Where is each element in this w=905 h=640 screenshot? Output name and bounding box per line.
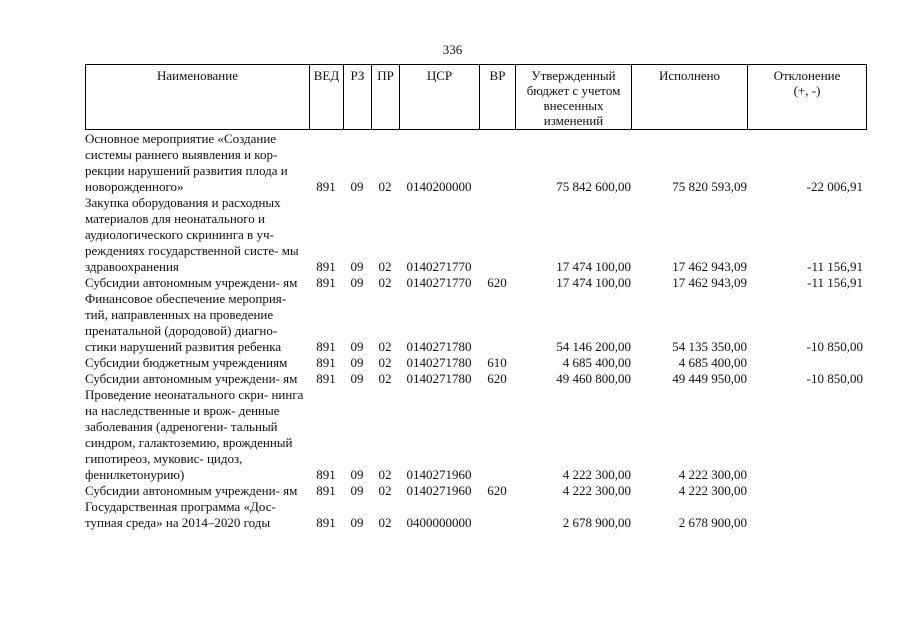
row-budget: 54 146 200,00 xyxy=(556,339,631,354)
row-vr: 610 xyxy=(487,355,507,370)
row-budget: 49 460 800,00 xyxy=(556,371,631,386)
row-ved: 891 xyxy=(316,515,336,530)
row-ved: 891 xyxy=(316,275,336,290)
header-csr: ЦСР xyxy=(400,65,480,129)
row-executed: 4 222 300,00 xyxy=(678,467,747,482)
table-row xyxy=(85,387,867,483)
table-row xyxy=(85,275,867,291)
table-row xyxy=(85,355,867,371)
row-deviation: -11 156,91 xyxy=(807,275,863,290)
header-vr: ВР xyxy=(480,65,516,129)
row-budget: 4 222 300,00 xyxy=(562,467,631,482)
row-csr: 0140271960 xyxy=(406,483,472,498)
header-deviation: Отклонение (+, -) xyxy=(773,68,841,98)
row-executed: 4 222 300,00 xyxy=(678,483,747,498)
row-csr: 0140271780 xyxy=(406,339,472,354)
row-ved: 891 xyxy=(316,371,336,386)
row-name: Проведение неонатального скри- нинга на наследственные и врож- денные заболевания (адреногени- тальный синдром, галактоземию, врожденный гипотиреоз, муковис- цидоз, фенилкетонурию) xyxy=(85,387,304,482)
header-name: Наименование xyxy=(86,65,310,129)
row-budget: 2 678 900,00 xyxy=(562,515,631,530)
table-row xyxy=(85,499,867,531)
row-budget: 4 222 300,00 xyxy=(562,483,631,498)
row-csr: 0140271960 xyxy=(406,467,472,482)
row-executed: 17 462 943,09 xyxy=(672,259,747,274)
row-name: Субсидии бюджетным учреждениям xyxy=(85,355,288,370)
row-name: Основное мероприятие «Создание системы раннего выявления и кор- рекции нарушений развития плода и новорожденного» xyxy=(85,131,288,194)
row-ved: 891 xyxy=(316,259,336,274)
row-deviation: -11 156,91 xyxy=(807,259,863,274)
row-rz: 09 xyxy=(350,259,364,274)
table-row xyxy=(85,291,867,355)
row-executed: 49 449 950,00 xyxy=(672,371,747,386)
row-pr: 02 xyxy=(378,515,392,530)
table-row xyxy=(85,483,867,499)
row-executed: 17 462 943,09 xyxy=(672,275,747,290)
header-budget: Утвержденный бюджет с учетом внесенных изменений xyxy=(516,65,632,129)
row-rz: 09 xyxy=(350,483,364,498)
row-name: Субсидии автономным учреждени- ям xyxy=(85,371,298,386)
table-header xyxy=(85,64,867,130)
row-deviation: -10 850,00 xyxy=(806,339,863,354)
row-rz: 09 xyxy=(350,515,364,530)
row-pr: 02 xyxy=(378,483,392,498)
table-row xyxy=(85,371,867,387)
row-deviation: -22 006,91 xyxy=(806,179,863,194)
row-csr: 0140200000 xyxy=(406,179,472,194)
row-rz: 09 xyxy=(350,275,364,290)
row-pr: 02 xyxy=(378,179,392,194)
row-pr: 02 xyxy=(378,339,392,354)
row-rz: 09 xyxy=(350,339,364,354)
row-rz: 09 xyxy=(350,179,364,194)
row-pr: 02 xyxy=(378,355,392,370)
row-name: Финансовое обеспечение мероприя- тий, направленных на проведение пренатальной (дородовой) диагно- стики нарушений развития ребенка xyxy=(85,291,287,354)
row-csr: 0140271780 xyxy=(406,355,472,370)
header-pr: ПР xyxy=(372,65,400,129)
row-budget: 17 474 100,00 xyxy=(556,259,631,274)
row-ved: 891 xyxy=(316,467,336,482)
table-body xyxy=(85,131,867,531)
header-ved: ВЕД xyxy=(310,65,344,129)
row-executed: 54 135 350,00 xyxy=(672,339,747,354)
row-executed: 75 820 593,09 xyxy=(672,179,747,194)
row-name: Закупка оборудования и расходных материалов для неонатального и аудиологического скрининга в уч- реждениях государственной систе- мы здравоохранения xyxy=(85,195,299,274)
row-executed: 2 678 900,00 xyxy=(678,515,747,530)
row-pr: 02 xyxy=(378,275,392,290)
row-rz: 09 xyxy=(350,467,364,482)
row-budget: 4 685 400,00 xyxy=(562,355,631,370)
row-vr: 620 xyxy=(487,483,507,498)
table-row xyxy=(85,131,867,195)
row-name: Субсидии автономным учреждени- ям xyxy=(85,483,298,498)
row-ved: 891 xyxy=(316,483,336,498)
row-csr: 0140271780 xyxy=(406,371,472,386)
header-executed: Исполнено xyxy=(632,65,748,129)
row-ved: 891 xyxy=(316,179,336,194)
row-rz: 09 xyxy=(350,371,364,386)
header-rz: РЗ xyxy=(344,65,372,129)
row-pr: 02 xyxy=(378,371,392,386)
row-csr: 0140271770 xyxy=(406,259,472,274)
row-ved: 891 xyxy=(316,339,336,354)
row-name: Государственная программа «Дос- тупная среда» на 2014–2020 годы xyxy=(85,499,276,530)
row-executed: 4 685 400,00 xyxy=(678,355,747,370)
row-budget: 17 474 100,00 xyxy=(556,275,631,290)
row-name: Субсидии автономным учреждени- ям xyxy=(85,275,298,290)
row-pr: 02 xyxy=(378,259,392,274)
row-vr: 620 xyxy=(487,275,507,290)
row-csr: 0140271770 xyxy=(406,275,472,290)
table-row xyxy=(85,195,867,275)
row-ved: 891 xyxy=(316,355,336,370)
row-budget: 75 842 600,00 xyxy=(556,179,631,194)
row-deviation: -10 850,00 xyxy=(806,371,863,386)
page-number: 336 xyxy=(442,42,463,57)
row-vr: 620 xyxy=(487,371,507,386)
row-rz: 09 xyxy=(350,355,364,370)
row-pr: 02 xyxy=(378,467,392,482)
row-csr: 0400000000 xyxy=(406,515,472,530)
